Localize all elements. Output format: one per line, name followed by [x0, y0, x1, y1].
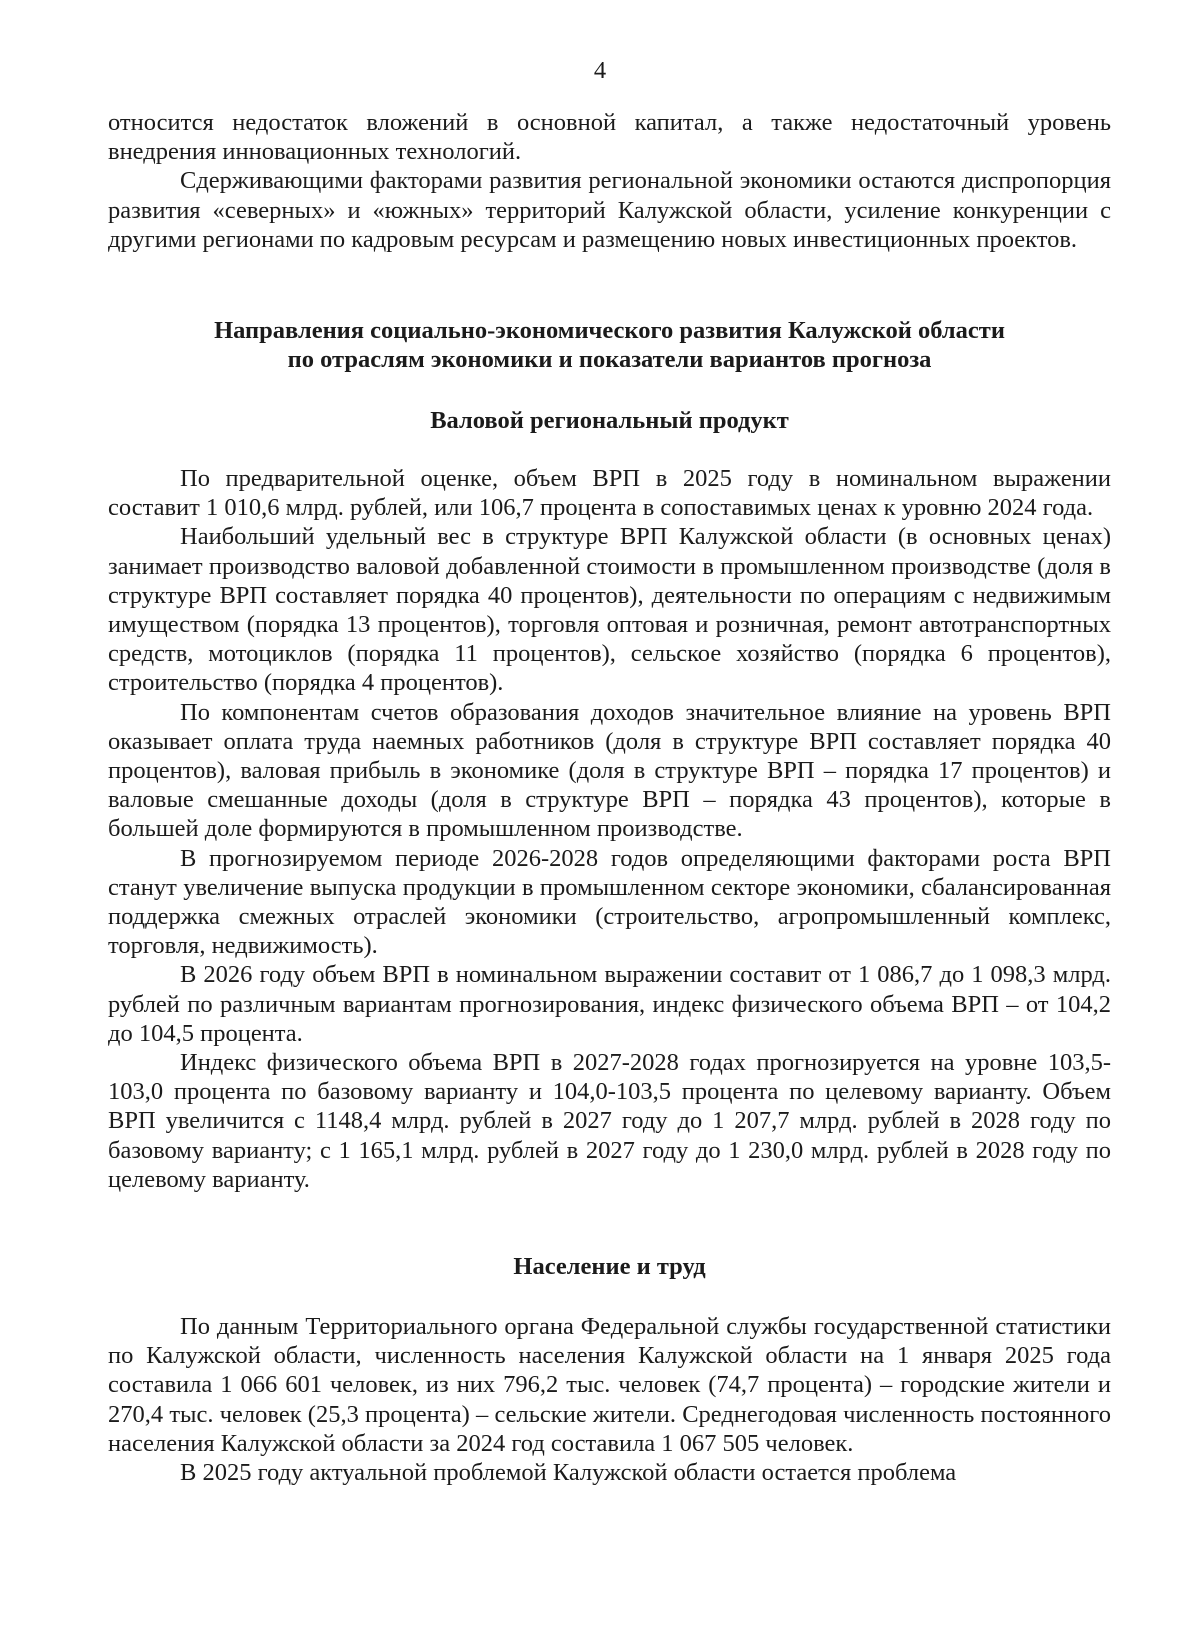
- paragraph: Индекс физического объема ВРП в 2027-2028 годах прогнозируется на уровне 103,5-103,0 процента по базовому варианту и 104,0-103,5 процента по целевому варианту. Объем ВРП увеличится с 1148,4 млрд. рублей в 2027 году до 1 207,7 млрд. рублей в 2028 году по базовому варианту; с 1 165,1 млрд. рублей в 2027 году до 1 230,0 млрд. рублей в 2028 году по целевому варианту.: [108, 1049, 1111, 1193]
- heading-line: по отраслям экономики и показатели вариантов прогноза: [287, 346, 932, 374]
- section-heading-main: [108, 316, 1111, 374]
- heading-line: Направления социально-экономического развития Калужской области: [214, 317, 1005, 344]
- section-heading-vrp: Валовой региональный продукт: [430, 407, 789, 434]
- paragraph: В 2025 году актуальной проблемой Калужской области остается проблема: [180, 1459, 957, 1487]
- vrp-section-body: [108, 464, 1111, 1194]
- population-section-body: [108, 1312, 1111, 1487]
- paragraph: В прогнозируемом периоде 2026-2028 годов определяющими факторами роста ВРП станут увеличение выпуска продукции в промышленном секторе экономики, сбалансированная поддержка смежных отраслей экономики (строительство, агропромышленный комплекс, торговля, недвижимость).: [108, 844, 1111, 960]
- paragraph: По компонентам счетов образования доходов значительное влияние на уровень ВРП оказывает оплата труда наемных работников (доля в структуре ВРП составляет порядка 40 процентов), валовая прибыль в экономике (доля в структуре ВРП – порядка 17 процентов) и валовые смешанные доходы (доля в структуре ВРП – порядка 43 процентов), которые в большей доле формируются в промышленном производстве.: [108, 698, 1111, 843]
- paragraph: По предварительной оценке, объем ВРП в 2025 году в номинальном выражении составит 1 010,6 млрд. рублей, или 106,7 процента в сопоставимых ценах к уровню 2024 года.: [108, 465, 1111, 522]
- paragraph: В 2026 году объем ВРП в номинальном выражении составит от 1 086,7 до 1 098,3 млрд. рублей по различным вариантам прогнозирования, индекс физического объема ВРП – от 104,2 до 104,5 процента.: [108, 961, 1111, 1047]
- paragraph: По данным Территориального органа Федеральной службы государственной статистики по Калужской области, численность населения Калужской области на 1 января 2025 года составила 1 066 601 человек, из них 796,2 тыс. человек (74,7 процента) – городские жители и 270,4 тыс. человек (25,3 процента) – сельские жители. Среднегодовая численность постоянного населения Калужской области за 2024 год составила 1 067 505 человек.: [108, 1313, 1111, 1457]
- intro-block: [108, 108, 1111, 254]
- paragraph: Наибольший удельный вес в структуре ВРП Калужской области (в основных ценах) занимает производство валовой добавленной стоимости в промышленном производстве (доля в структуре ВРП составляет порядка 40 процентов), деятельности по операциям с недвижимым имуществом (порядка 13 процентов), торговля оптовая и розничная, ремонт автотранспортных средств, мотоциклов (порядка 11 процентов), сельское хозяйство (порядка 6 процентов), строительство (порядка 4 процентов).: [108, 523, 1111, 697]
- section-heading-population: Население и труд: [513, 1253, 706, 1280]
- paragraph: относится недостаток вложений в основной капитал, а также недостаточный уровень внедрения инновационных технологий.: [108, 109, 1111, 166]
- paragraph: Сдерживающими факторами развития региональной экономики остаются диспропорция развития «северных» и «южных» территорий Калужской области, усиление конкуренции с другими регионами по кадровым ресурсам и размещению новых инвестиционных проектов.: [108, 167, 1111, 253]
- page-number: 4: [593, 57, 607, 84]
